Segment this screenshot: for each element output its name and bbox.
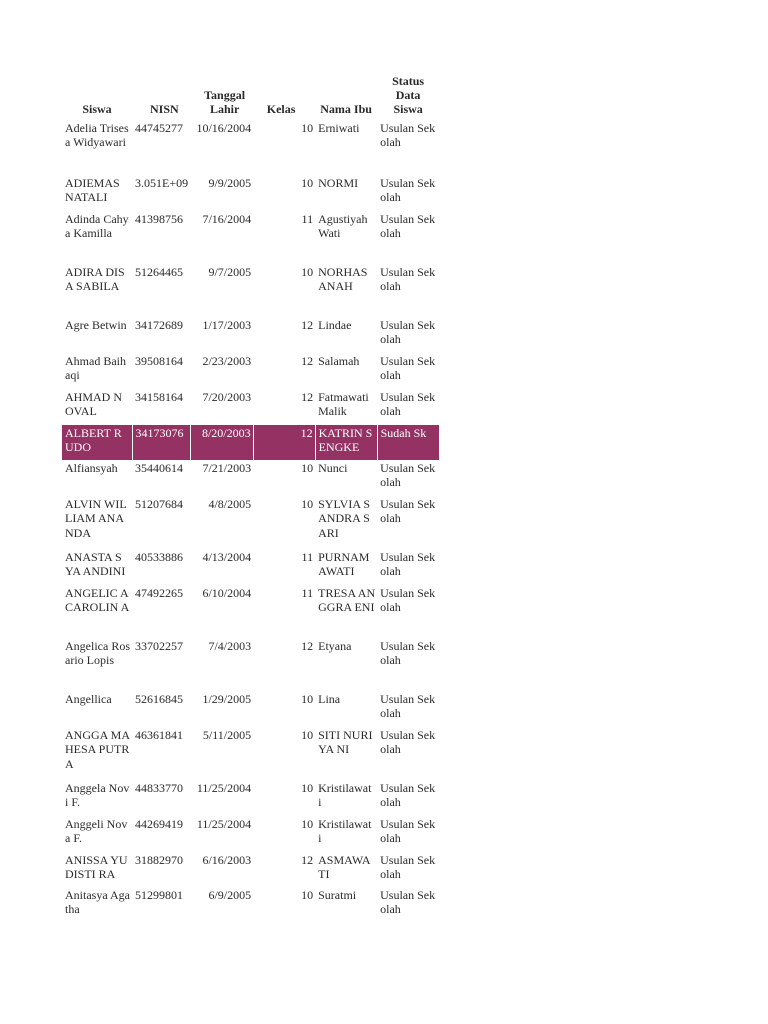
cell-nama-ibu[interactable] (315, 120, 377, 175)
cell-status[interactable] (377, 460, 439, 496)
cell-tanggal-lahir[interactable] (190, 175, 253, 211)
cell-nama-ibu[interactable] (315, 727, 377, 780)
table-row[interactable] (62, 585, 439, 638)
cell-kelas[interactable] (253, 389, 315, 425)
cell-nisn[interactable] (132, 264, 190, 317)
cell-status[interactable] (377, 175, 439, 211)
cell-kelas[interactable] (253, 727, 315, 780)
cell-kelas[interactable] (253, 353, 315, 389)
cell-nisn[interactable] (132, 389, 190, 425)
cell-siswa-text: Adelia Trisesa Widyawari (65, 121, 129, 150)
cell-kelas[interactable] (253, 549, 315, 585)
cell-kelas[interactable] (253, 852, 315, 887)
cell-kelas-text: 11 (301, 586, 314, 600)
cell-nisn[interactable] (132, 317, 190, 353)
cell-kelas[interactable] (253, 175, 315, 211)
cell-nama-ibu-text: Agustiyah Wati (318, 212, 368, 241)
cell-nama-ibu-text: Kristilawat i (318, 817, 372, 846)
cell-status-text: Usulan Sekolah (380, 354, 436, 383)
cell-nisn-text: 34173076 (135, 426, 184, 440)
cell-status[interactable] (377, 887, 439, 923)
cell-nama-ibu[interactable] (315, 211, 377, 264)
cell-siswa-text: Adinda Cahya Kamilla (65, 212, 129, 241)
cell-nisn[interactable] (132, 175, 190, 211)
cell-nisn-text: 35440614 (135, 461, 183, 475)
cell-tanggal-lahir[interactable] (190, 389, 253, 425)
cell-status[interactable] (377, 780, 439, 816)
header-row (62, 74, 439, 120)
header-tanggal-lahir[interactable]: Tanggal Lahir (204, 88, 246, 116)
cell-siswa-text: Ahmad Baihaqi (65, 354, 126, 383)
cell-siswa[interactable] (62, 389, 132, 425)
cell-tanggal-lahir-text: 2/23/2003 (202, 354, 252, 368)
cell-nisn[interactable] (132, 549, 190, 585)
cell-status-text: Usulan Sekolah (380, 817, 436, 846)
cell-nisn[interactable] (132, 638, 190, 691)
cell-nama-ibu-text: TRESA ANGGRA ENI (318, 586, 376, 615)
cell-status[interactable] (377, 425, 439, 460)
cell-kelas-text: 11 (301, 550, 314, 564)
cell-nisn[interactable] (132, 887, 190, 923)
cell-kelas-text: 10 (301, 121, 314, 135)
cell-siswa[interactable] (62, 780, 132, 816)
table-row[interactable] (62, 211, 439, 264)
cell-siswa[interactable] (62, 638, 132, 691)
cell-nisn[interactable] (132, 120, 190, 175)
cell-status-text: Usulan Sekolah (380, 853, 436, 882)
cell-status[interactable] (377, 120, 439, 175)
cell-nama-ibu-text: Nunci (318, 461, 348, 475)
table-row[interactable] (62, 120, 439, 175)
header-kelas[interactable]: Kelas (266, 102, 296, 116)
cell-nisn[interactable] (132, 211, 190, 264)
cell-nisn-text: 33702257 (135, 639, 183, 653)
cell-siswa-text: ANGELIC A CAROLIN A (65, 586, 130, 615)
cell-siswa-text: Anggela Novi F. (65, 781, 130, 810)
cell-nama-ibu-text: Salamah (318, 354, 360, 368)
cell-kelas-text: 10 (301, 692, 314, 706)
table-row[interactable] (62, 389, 439, 425)
cell-tanggal-lahir-text: 6/16/2003 (202, 853, 252, 867)
cell-status-text: Usulan Sekolah (380, 265, 436, 294)
table-row[interactable] (62, 317, 439, 353)
cell-siswa[interactable] (62, 549, 132, 585)
table-row[interactable] (62, 816, 439, 852)
cell-kelas-text: 12 (301, 318, 314, 332)
cell-tanggal-lahir-text: 1/29/2005 (202, 692, 252, 706)
cell-tanggal-lahir[interactable] (190, 425, 253, 460)
cell-tanggal-lahir-text: 8/20/2003 (201, 426, 251, 440)
cell-nisn[interactable] (132, 353, 190, 389)
cell-nama-ibu[interactable] (315, 816, 377, 852)
cell-tanggal-lahir-text: 11/25/2004 (196, 817, 252, 831)
cell-nisn-text: 34158164 (135, 390, 183, 404)
cell-tanggal-lahir-text: 4/13/2004 (202, 550, 252, 564)
cell-siswa-text: ANGGA MAHESA PUTRA (65, 728, 130, 771)
cell-kelas[interactable] (253, 460, 315, 496)
table-row[interactable] (62, 887, 439, 923)
cell-nama-ibu[interactable] (315, 264, 377, 317)
cell-kelas-text: 12 (301, 853, 314, 867)
cell-status[interactable] (377, 317, 439, 353)
cell-kelas-text: 10 (301, 888, 314, 902)
cell-siswa[interactable] (62, 175, 132, 211)
cell-kelas[interactable] (253, 317, 315, 353)
cell-siswa[interactable] (62, 425, 132, 460)
cell-status[interactable] (377, 816, 439, 852)
cell-kelas-text: 11 (301, 212, 314, 226)
cell-status[interactable] (377, 852, 439, 887)
cell-status[interactable] (377, 585, 439, 638)
cell-nisn[interactable] (132, 780, 190, 816)
table-row[interactable] (62, 852, 439, 887)
cell-nama-ibu-text: SYLVIA SANDRA SARI (318, 497, 371, 540)
table-row[interactable] (62, 638, 439, 691)
cell-siswa-text: ADIEMAS NATALI (65, 176, 120, 205)
student-table (62, 74, 439, 923)
cell-kelas[interactable] (253, 120, 315, 175)
cell-siswa[interactable] (62, 496, 132, 549)
table-row[interactable] (62, 460, 439, 496)
cell-kelas[interactable] (253, 887, 315, 923)
cell-nama-ibu-text: Fatmawati Malik (318, 390, 369, 419)
cell-tanggal-lahir-text: 6/9/2005 (208, 888, 252, 902)
cell-kelas[interactable] (253, 211, 315, 264)
cell-siswa-text: Angellica (65, 692, 112, 706)
cell-kelas-text: 10 (301, 265, 314, 279)
cell-tanggal-lahir-text: 5/11/2005 (202, 728, 252, 742)
cell-status-text: Usulan Sekolah (380, 550, 436, 579)
cell-nama-ibu-text: ASMAWA TI (318, 853, 370, 882)
cell-kelas-text: 12 (301, 354, 314, 368)
cell-nisn-text: 51264465 (135, 265, 183, 279)
cell-status-text: Usulan Sekolah (380, 692, 436, 721)
cell-siswa-text: ANISSA YUDISTI RA (65, 853, 128, 882)
cell-nama-ibu[interactable] (315, 389, 377, 425)
cell-siswa-text: Anitasya Agatha (65, 888, 130, 917)
cell-nama-ibu[interactable] (315, 780, 377, 816)
cell-nisn[interactable] (132, 727, 190, 780)
cell-tanggal-lahir[interactable] (190, 120, 253, 175)
cell-nisn-text: 39508164 (135, 354, 183, 368)
cell-status[interactable] (377, 496, 439, 549)
cell-kelas[interactable] (253, 264, 315, 317)
cell-tanggal-lahir-text: 9/9/2005 (208, 176, 252, 190)
cell-tanggal-lahir[interactable] (190, 317, 253, 353)
cell-siswa-text: Angelica Rosario Lopis (65, 639, 130, 668)
cell-status-text: Usulan Sekolah (380, 318, 436, 347)
cell-status[interactable] (377, 549, 439, 585)
cell-tanggal-lahir-text: 7/21/2003 (202, 461, 252, 475)
cell-nama-ibu-text: PURNAM AWATI (318, 550, 370, 579)
cell-siswa-text: ANASTA SYA ANDINI (65, 550, 126, 579)
cell-tanggal-lahir[interactable] (190, 264, 253, 317)
cell-kelas-text: 10 (301, 817, 314, 831)
cell-nisn-text: 44745277 (135, 121, 183, 135)
cell-kelas-text: 10 (301, 461, 314, 475)
cell-nisn-text: 52616845 (135, 692, 183, 706)
cell-kelas[interactable] (253, 638, 315, 691)
cell-nama-ibu-text: Lindae (318, 318, 352, 332)
cell-nama-ibu-text: Suratmi (318, 888, 357, 902)
cell-tanggal-lahir-text: 6/10/2004 (202, 586, 252, 600)
cell-siswa-text: ALBERT RUDO (65, 426, 122, 455)
cell-tanggal-lahir-text: 11/25/2004 (196, 781, 252, 795)
cell-status-text: Usulan Sekolah (380, 461, 436, 490)
cell-siswa-text: Anggeli Nova F. (65, 817, 128, 846)
cell-nisn-text: 44833770 (135, 781, 183, 795)
cell-nama-ibu[interactable] (315, 549, 377, 585)
cell-tanggal-lahir[interactable] (190, 496, 253, 549)
cell-tanggal-lahir[interactable] (190, 727, 253, 780)
cell-siswa[interactable] (62, 727, 132, 780)
cell-nama-ibu-text: Erniwati (318, 121, 360, 135)
cell-siswa[interactable] (62, 264, 132, 317)
cell-tanggal-lahir[interactable] (190, 691, 253, 727)
cell-nama-ibu[interactable] (315, 460, 377, 496)
cell-siswa[interactable] (62, 211, 132, 264)
cell-tanggal-lahir[interactable] (190, 549, 253, 585)
cell-kelas-text: 12 (301, 390, 314, 404)
cell-kelas[interactable] (253, 691, 315, 727)
cell-tanggal-lahir[interactable] (190, 211, 253, 264)
table-body (62, 120, 439, 923)
cell-siswa-text: ALVIN WILLIAM ANANDA (65, 497, 127, 540)
cell-status-text: Usulan Sekolah (380, 176, 436, 205)
cell-nisn[interactable] (132, 460, 190, 496)
cell-tanggal-lahir-text: 7/4/2003 (208, 639, 252, 653)
cell-siswa[interactable] (62, 460, 132, 496)
cell-nama-ibu-text: NORMI (318, 176, 359, 190)
cell-tanggal-lahir[interactable] (190, 460, 253, 496)
cell-siswa[interactable] (62, 353, 132, 389)
cell-nisn-text: 44269419 (135, 817, 183, 831)
cell-kelas-text: 12 (301, 639, 314, 653)
table-row[interactable] (62, 496, 439, 549)
cell-status-text: Usulan Sekolah (380, 212, 436, 241)
cell-siswa[interactable] (62, 317, 132, 353)
cell-nama-ibu[interactable] (315, 638, 377, 691)
cell-status[interactable] (377, 264, 439, 317)
cell-nama-ibu[interactable] (315, 317, 377, 353)
cell-siswa[interactable] (62, 852, 132, 887)
cell-tanggal-lahir-text: 4/8/2005 (208, 497, 252, 511)
header-status[interactable]: Status Data Siswa (392, 74, 425, 116)
cell-status-text: Usulan Sekolah (380, 728, 436, 757)
cell-siswa[interactable] (62, 120, 132, 175)
cell-nama-ibu[interactable] (315, 585, 377, 638)
cell-status-text: Usulan Sekolah (380, 586, 436, 615)
cell-tanggal-lahir[interactable] (190, 585, 253, 638)
cell-nama-ibu[interactable] (315, 425, 377, 460)
cell-kelas-text: 10 (301, 176, 314, 190)
cell-nama-ibu[interactable] (315, 852, 377, 887)
cell-tanggal-lahir-text: 9/7/2005 (208, 265, 252, 279)
table-row[interactable] (62, 549, 439, 585)
cell-kelas[interactable] (253, 496, 315, 549)
cell-siswa-text: Alfiansyah (65, 461, 118, 475)
cell-nisn-text: 51299801 (135, 888, 183, 902)
cell-tanggal-lahir[interactable] (190, 816, 253, 852)
cell-nama-ibu[interactable] (315, 175, 377, 211)
cell-tanggal-lahir[interactable] (190, 887, 253, 923)
cell-siswa[interactable] (62, 816, 132, 852)
cell-siswa[interactable] (62, 887, 132, 923)
cell-kelas-text: 10 (301, 781, 314, 795)
cell-status[interactable] (377, 638, 439, 691)
cell-status[interactable] (377, 389, 439, 425)
cell-nisn[interactable] (132, 852, 190, 887)
cell-nama-ibu-text: Etyana (318, 639, 352, 653)
cell-tanggal-lahir-text: 7/16/2004 (202, 212, 252, 226)
cell-siswa[interactable] (62, 585, 132, 638)
cell-kelas[interactable] (253, 425, 315, 460)
cell-nama-ibu[interactable] (315, 887, 377, 923)
cell-nama-ibu[interactable] (315, 691, 377, 727)
cell-status[interactable] (377, 353, 439, 389)
cell-nisn-text: 31882970 (135, 853, 183, 867)
cell-status[interactable] (377, 727, 439, 780)
cell-tanggal-lahir[interactable] (190, 852, 253, 887)
spreadsheet-view (62, 74, 439, 923)
cell-siswa-text: AHMAD NOVAL (65, 390, 122, 419)
header-nama-ibu[interactable]: Nama Ibu (320, 102, 372, 116)
table-row[interactable] (62, 264, 439, 317)
cell-tanggal-lahir[interactable] (190, 780, 253, 816)
cell-nisn-text: 40533886 (135, 550, 183, 564)
table-row[interactable] (62, 175, 439, 211)
cell-nisn-text: 51207684 (135, 497, 183, 511)
cell-nama-ibu-text: KATRIN SENGKE (318, 426, 373, 455)
cell-nisn-text: 41398756 (135, 212, 183, 226)
table-row[interactable] (62, 691, 439, 727)
cell-nisn[interactable] (132, 691, 190, 727)
cell-status-text: Usulan Sekolah (380, 390, 436, 419)
table-row[interactable] (62, 353, 439, 389)
cell-nama-ibu-text: SITI NURIYA NI (318, 728, 373, 757)
cell-tanggal-lahir[interactable] (190, 638, 253, 691)
cell-status-text: Usulan Sekolah (380, 121, 436, 150)
cell-status[interactable] (377, 691, 439, 727)
cell-nisn-text: 47492265 (135, 586, 183, 600)
cell-kelas[interactable] (253, 585, 315, 638)
cell-tanggal-lahir-text: 10/16/2004 (196, 121, 252, 135)
cell-status-text: Usulan Sekolah (380, 497, 436, 526)
cell-kelas[interactable] (253, 816, 315, 852)
cell-nisn-text: 34172689 (135, 318, 183, 332)
cell-nisn[interactable] (132, 425, 190, 460)
cell-nama-ibu-text: Lina (318, 692, 341, 706)
cell-siswa[interactable] (62, 691, 132, 727)
cell-status[interactable] (377, 211, 439, 264)
cell-status-text: Sudah Sk (380, 426, 427, 440)
cell-nama-ibu-text: Kristilawat i (318, 781, 372, 810)
table-row[interactable] (62, 780, 439, 816)
header-nisn[interactable]: NISN (150, 102, 179, 116)
cell-tanggal-lahir-text: 1/17/2003 (202, 318, 252, 332)
cell-nisn-text: 46361841 (135, 728, 183, 742)
cell-siswa-text: ADIRA DISA SABILA (65, 265, 125, 294)
table-row[interactable] (62, 727, 439, 780)
cell-kelas[interactable] (253, 780, 315, 816)
cell-status-text: Usulan Sekolah (380, 639, 436, 668)
cell-status-text: Usulan Sekolah (380, 888, 436, 917)
table-row[interactable] (62, 425, 439, 460)
cell-nama-ibu[interactable] (315, 353, 377, 389)
cell-nisn-text: 3.051E+09 (135, 176, 189, 190)
cell-kelas-text: 12 (300, 426, 313, 440)
cell-siswa-text: Agre Betwin (65, 318, 127, 332)
cell-kelas-text: 10 (301, 728, 314, 742)
header-siswa[interactable]: Siswa (82, 102, 112, 116)
cell-tanggal-lahir-text: 7/20/2003 (202, 390, 252, 404)
cell-nisn[interactable] (132, 496, 190, 549)
cell-status-text: Usulan Sekolah (380, 781, 436, 810)
cell-nisn[interactable] (132, 816, 190, 852)
cell-nama-ibu-text: NORHAS ANAH (318, 265, 368, 294)
cell-nisn[interactable] (132, 585, 190, 638)
cell-kelas-text: 10 (301, 497, 314, 511)
cell-tanggal-lahir[interactable] (190, 353, 253, 389)
cell-nama-ibu[interactable] (315, 496, 377, 549)
